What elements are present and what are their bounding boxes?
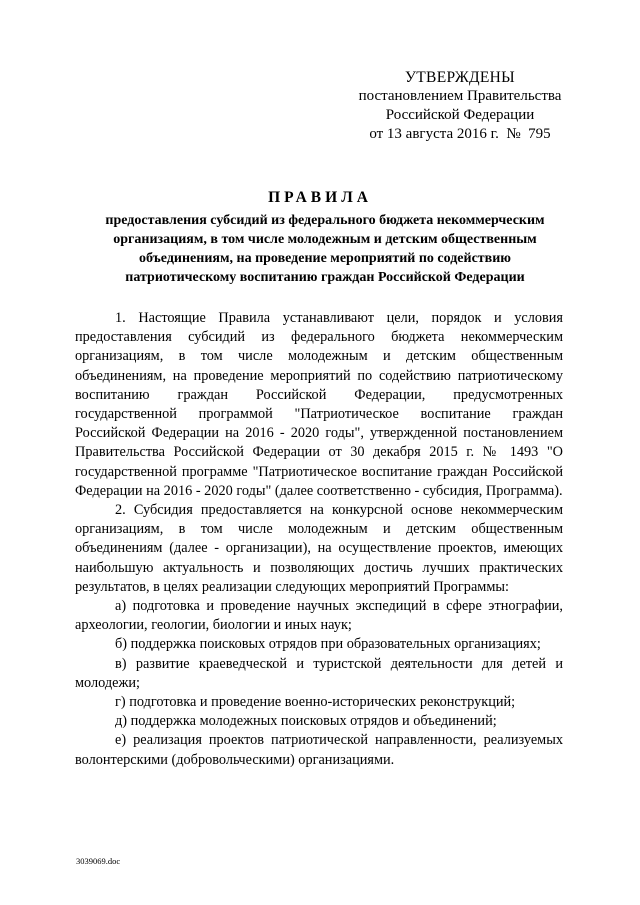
list-item-g: г) подготовка и проведение военно-исторических реконструкций; — [115, 694, 516, 711]
list-item-d: д) поддержка молодежных поисковых отрядов и объединений; — [115, 713, 497, 730]
document-title: ПРАВИЛА — [268, 189, 372, 206]
list-item-v: в) развитие краеведческой и туристской деятельности для детей и молодежи; — [75, 655, 563, 691]
approval-block — [340, 68, 580, 144]
document-subtitle: предоставления субсидий из федерального бюджета некоммерческим организациям, в том числе молодежным и детским общественным объединениям, на проведение мероприятий по содействию патриотическому воспитанию граждан Российской Федерации — [105, 213, 545, 285]
paragraph-2: 2. Субсидия предоставляется на конкурсной основе некоммерческим организациям, в том числе молодежным и детским общественным объединениям (далее - организации), на осуществление проектов, имеющих наибольшую актуальность и позволяющих достичь лучших практических результатов, в целях реализации следующих мероприятий Программы: — [75, 502, 563, 595]
approval-line-1: постановлением Правительства — [358, 88, 562, 104]
list-item-a: а) подготовка и проведение научных экспедиций в сфере этнографии, археологии, геологии, биологии и иных наук; — [75, 598, 563, 634]
approval-line-2: Российской Федерации — [385, 107, 535, 123]
approval-heading: УТВЕРЖДЕНЫ — [405, 69, 515, 86]
paragraph-1: 1. Настоящие Правила устанавливают цели, порядок и условия предоставления субсидий из федерального бюджета некоммерческим организациям, в том числе молодежным и детским общественным объединениям, на проведение мероприятий по содействию патриотическому воспитанию граждан Российской Федерации, предусмотренных государственной программой "Патриотическое воспитание граждан Российской Федерации на 2016 - 2020 годы", утвержденной постановлением Правительства Российской Федерации от 30 декабря 2015 г. № 1493 "О государственной программе "Патриотическое воспитание граждан Российской Федерации на 2016 - 2020 годы" (далее соответственно - субсидия, Программа). — [75, 310, 563, 499]
document-body — [75, 309, 563, 770]
list-item-e: е) реализация проектов патриотической направленности, реализуемых волонтерскими (добровольческими) организациями. — [75, 732, 563, 768]
approval-line-3: от 13 августа 2016 г. № 795 — [369, 126, 551, 142]
file-name-footer: 3039069.doc — [76, 856, 121, 866]
list-item-b: б) поддержка поисковых отрядов при образовательных организациях; — [115, 636, 541, 653]
